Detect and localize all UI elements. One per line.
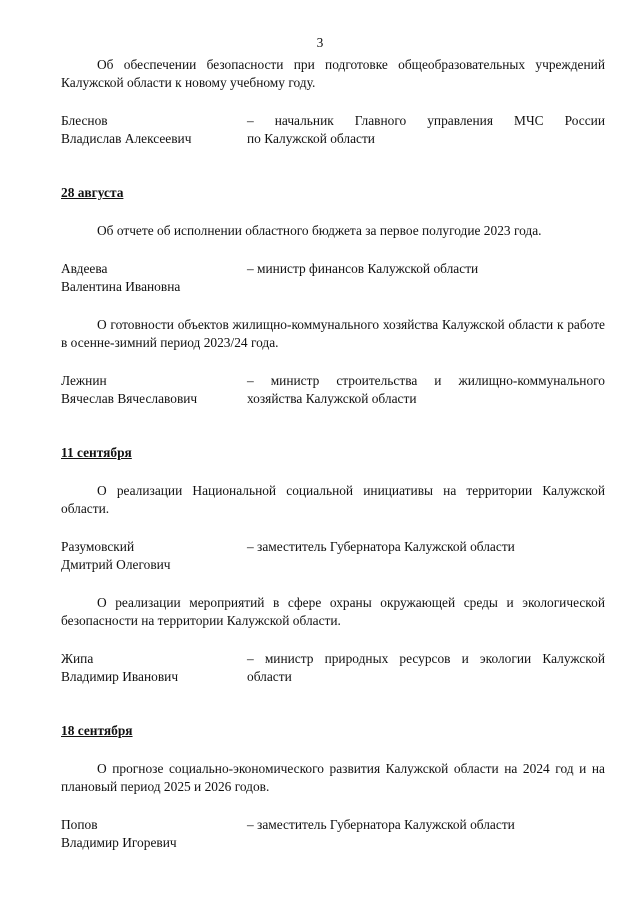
- speaker-role: – заместитель Губернатора Калужской области: [247, 817, 515, 832]
- speaker-given-name: Владимир Иванович: [61, 669, 179, 684]
- speaker-role-line: – министр природных ресурсов и экологии Калужской: [247, 651, 605, 666]
- speaker-given-name: Владимир Игоревич: [61, 835, 177, 850]
- speaker-given-name: Дмитрий Олегович: [61, 557, 171, 572]
- speaker-given-name: Владислав Алексеевич: [61, 131, 192, 146]
- speaker-surname: Попов: [61, 817, 98, 832]
- agenda-topic: О готовности объектов жилищно-коммунального хозяйства Калужской области к работе в осенне-зимний период 2023/24 года.: [61, 317, 605, 350]
- section-date: 11 сентября: [61, 445, 132, 460]
- speaker-surname: Разумовский: [61, 539, 135, 554]
- agenda-topic: Об отчете об исполнении областного бюджета за первое полугодие 2023 года.: [97, 223, 542, 238]
- speaker-entry: [61, 112, 605, 148]
- speaker-role: [247, 650, 605, 686]
- speaker-name: [61, 538, 247, 574]
- speaker-entry: [61, 538, 605, 574]
- speaker-name: [61, 372, 247, 408]
- speaker-role-line: области: [247, 669, 292, 684]
- speaker-role-line: хозяйства Калужской области: [247, 391, 417, 406]
- speaker-entry: [61, 372, 605, 408]
- agenda-topic: О реализации Национальной социальной инициативы на территории Калужской области.: [61, 483, 605, 516]
- speaker-role-line: по Калужской области: [247, 131, 375, 146]
- page-number: 3: [316, 35, 324, 50]
- speaker-role: – министр финансов Калужской области: [247, 261, 479, 276]
- speaker-name: [61, 816, 247, 852]
- speaker-surname: Авдеева: [61, 261, 108, 276]
- speaker-role-line: – начальник Главного управления МЧС России: [247, 113, 605, 128]
- speaker-name: [61, 112, 247, 148]
- speaker-entry: [61, 650, 605, 686]
- speaker-entry: [61, 260, 605, 296]
- speaker-role: [247, 372, 605, 408]
- speaker-surname: Жипа: [61, 651, 94, 666]
- speaker-given-name: Вячеслав Вячеславович: [61, 391, 198, 406]
- agenda-topic: О прогнозе социально-экономического развития Калужской области на 2024 год и на плановый период 2025 и 2026 годов.: [61, 761, 605, 794]
- section-date: 28 августа: [61, 185, 124, 200]
- agenda-topic: Об обеспечении безопасности при подготовке общеобразовательных учреждений Калужской области к новому учебному году.: [61, 57, 605, 90]
- speaker-entry: [61, 816, 605, 852]
- speaker-role-line: – министр строительства и жилищно-коммунального: [247, 373, 605, 388]
- agenda-topic: О реализации мероприятий в сфере охраны окружающей среды и экологической безопасности на территории Калужской области.: [61, 595, 605, 628]
- speaker-role: [247, 112, 605, 148]
- speaker-surname: Лежнин: [61, 373, 107, 388]
- page-content: [61, 56, 605, 852]
- section-date: 18 сентября: [61, 723, 133, 738]
- speaker-name: [61, 650, 247, 686]
- speaker-name: [61, 260, 247, 296]
- speaker-surname: Блеснов: [61, 113, 108, 128]
- speaker-given-name: Валентина Ивановна: [61, 279, 181, 294]
- speaker-role: – заместитель Губернатора Калужской области: [247, 539, 515, 554]
